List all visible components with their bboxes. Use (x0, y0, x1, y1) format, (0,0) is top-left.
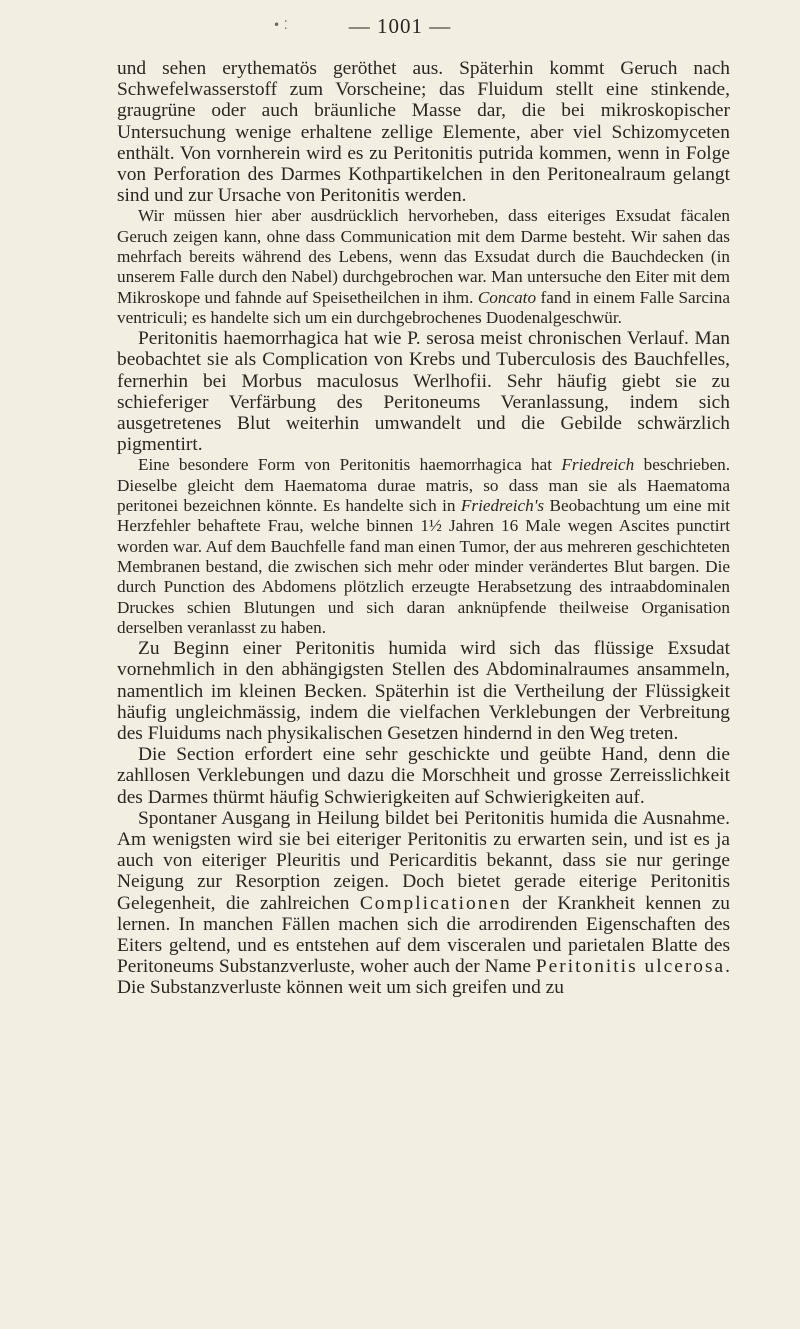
paragraph-section: Die Section erfordert eine sehr geschickte und geübte Hand, denn die zahllosen Verklebungen und dazu die Morschheit und grosse Zerreisslichkeit des Darmes thürmt häufig Schwierigkeiten auf Schwierigkeiten auf. (117, 744, 730, 808)
text-run: Eine besondere Form von Peritonitis haemorrhagica hat (138, 455, 562, 475)
paragraph-humida: Zu Beginn einer Peritonitis humida wird sich das flüssige Exsudat vornehmlich in den abhängigsten Stellen des Abdominalraumes ansammeln, namentlich im kleinen Becken. Späterhin ist die Vertheilung der Flüssigkeit häufig ungleichmässig, indem die vielfachen Verklebungen der Verbreitung des Fluidums nach physikalischen Gesetzen hindernd in den Weg treten. (117, 638, 730, 744)
stray-ink-mark: • ⁚ (273, 18, 288, 32)
author-name: Friedreich (561, 455, 635, 475)
spaced-term: Peritonitis ulcerosa (535, 956, 726, 978)
text-run: . Die Substanzverluste können weit um sich greifen und zu (117, 956, 731, 999)
author-name: Friedreich's (460, 496, 545, 516)
spaced-term: Complicationen (359, 892, 512, 914)
paragraph-haemorrhagica: Peritonitis haemorrhagica hat wie P. serosa meist chronischen Verlauf. Man beobachtet sie als Complication von Krebs und Tuberculosis des Bauchfelles, fernerhin bei Morbus maculosus Werlhofii. Sehr häufig giebt sie zu schieferiger Verfärbung des Peritoneums Veranlassung, indem sich ausgetretenes Blut weiterhin umwandelt und die Gebilde schwärzlich pigmentirt. (117, 328, 730, 456)
text-run: Spontaner Ausgang in Heilung bildet bei Peritonitis humida die Ausnahme. Am wenigsten wird sie bei eiteriger Peritonitis zu erwarten sein, und ist es ja auch von eiteriger Pleuritis und Pericarditis bekannt, dass sie nur geringe Neigung zur Resorption zeigen. Doch bietet gerade eiterige Peritonitis Gelegenheit, die zahlreichen (117, 807, 730, 914)
text-run: der Krankheit kennen zu lernen. In manchen Fällen machen sich die arrodirenden Eigenschaften des Eiters geltend, und es entstehen auf dem visceralen und parietalen Blatte des Peritoneums Substanzverluste, woher auch der Name (117, 892, 731, 978)
paragraph-faecal-odor (117, 206, 730, 328)
author-name: Concato (477, 287, 537, 307)
text-run: Beobachtung um eine mit Herzfehler behaftete Frau, welche binnen 1½ Jahren 16 Male wegen Ascites punctirt worden war. Auf dem Bauchfelle fand man einen Tumor, der aus mehreren geschichteten Membranen bestand, die zwischen sich mehr oder minder verändertes Blut bargen. Die durch Punction des Abdomens plötzlich erzeugte Herabsetzung des intraabdominalen Druckes schien Blutungen und sich daran anknüpfende theilweise Organisation derselben veranlasst zu haben. (117, 496, 730, 637)
text-run: fand in einem Falle Sarcina ventriculi; es handelte sich um ein durchgebrochenes Duodenalgeschwür. (117, 287, 730, 327)
body-text (117, 58, 730, 999)
text-run: beschrieben. Dieselbe gleicht dem Haematoma durae matris, so dass man sie als Haematoma peritonei bezeichnen könnte. Es handelte sich in (117, 455, 731, 516)
paragraph-putrida: und sehen erythematös geröthet aus. Späterhin kommt Geruch nach Schwefelwasserstoff zum Vorscheine; das Fluidum stellt eine stinkende, graugrüne oder auch bräunliche Masse dar, die bei mikroskopischer Untersuchung wenige erhaltene zellige Elemente, aber viel Schizomyceten enthält. Von vornherein wird es zu Peritonitis putrida kommen, wenn in Folge von Perforation des Darmes Kothpartikelchen in den Peritonealraum gelangt sind und zur Ursache von Peritonitis werden. (117, 58, 730, 207)
text-run: Wir müssen hier aber ausdrücklich hervorheben, dass eiteriges Exsudat fäcalen Geruch zeigen kann, ohne dass Communication mit dem Darme besteht. Wir sahen das mehrfach bereits während des Lebens, wenn das Exsudat durch die Bauchdecken (in unserem Falle durch den Nabel) durchgebrochen war. Man untersuche den Eiter mit dem Mikroskope und fahnde auf Speisetheilchen in ihm. (117, 206, 730, 307)
page-number: — 1001 — (348, 14, 452, 38)
paragraph-ulcerosa (117, 808, 730, 999)
paragraph-haematoma (117, 455, 730, 638)
